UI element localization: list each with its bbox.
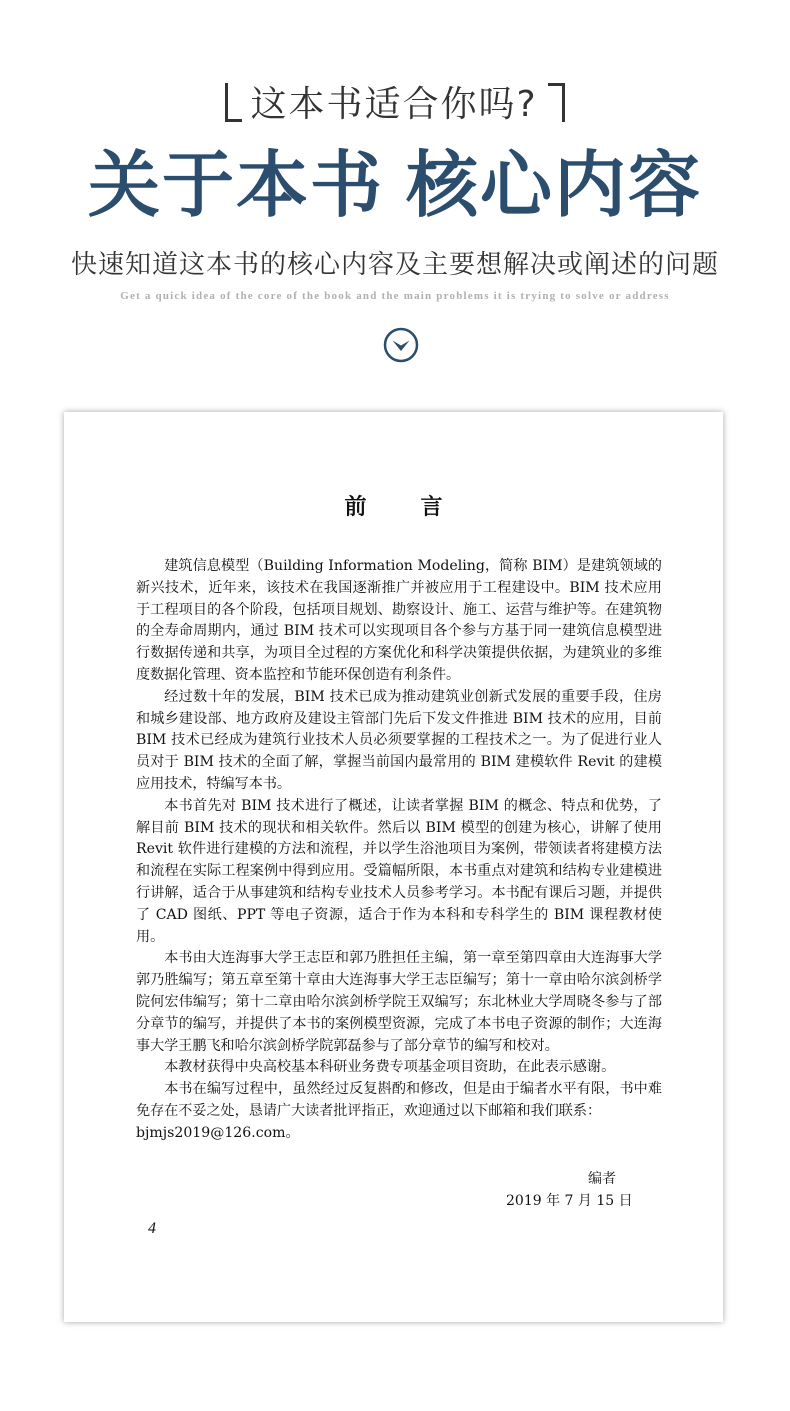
paragraph: 本书由大连海事大学王志臣和郭乃胜担任主编，第一章至第四章由大连海事大学郭乃胜编写；第五章至第十章由大连海事大学王志臣编写；第十一章由哈尔滨剑桥学院何宏伟编写；第十二章由哈尔滨剑桥学院王双编写；东北林业大学周晓冬参与了部分章节的编写，并提供了本书的案例模型资源，完成了本书电子资源的制作；大连海事大学王鹏飞和哈尔滨剑桥学院郭磊参与了部分章节的编写和校对。 <box>136 950 662 1054</box>
main-title-part2: 核心内容 <box>406 142 703 227</box>
header <box>0 0 790 400</box>
preface-title-char1: 前 <box>344 495 367 520</box>
subtitle-english: Get a quick idea of the core of the book and the main problems it is trying to solve or address <box>120 290 670 302</box>
chevron-down-circle-icon[interactable] <box>383 327 419 363</box>
right-bracket-decoration <box>548 83 565 122</box>
contact-email: bjmjs2019@126.com。 <box>136 1124 300 1141</box>
preface-title-char2: 言 <box>420 495 443 520</box>
paragraph: 建筑信息模型（Building Information Modeling，简称 BIM）是建筑领域的新兴技术，近年来，该技术在我国逐渐推广并被应用于工程建设中。BIM 技术应用于工程项目的各个阶段，包括项目规划、勘察设计、施工、运营与维护等。在建筑物的全寿命周期内，通过 BIM 技术可以实现项目各个参与方基于同一建筑信息模型进行数据传递和共享，为项目全过程的方案优化和科学决策提供依据，为建筑业的多维度数据化管理、资本监控和节能环保创造有利条件。 <box>136 558 662 683</box>
paragraph: 本教材获得中央高校基本科研业务费专项基金项目资助，在此表示感谢。 <box>164 1059 616 1076</box>
signature-block <box>484 1168 644 1212</box>
page-number: 4 <box>148 1220 156 1237</box>
paragraph: 经过数十年的发展，BIM 技术已成为推动建筑业创新式发展的重要手段，住房和城乡建设部、地方政府及建设主管部门先后下发文件推进 BIM 技术的应用，目前 BIM 技术已经成为建筑行业技术人员必须要掌握的工程技术之一。为了促进行业人员对于 BIM 技术的全面了解，掌握当前国内最常用的 BIM 建模软件 Revit 的建模应用技术，特编写本书。 <box>136 688 662 792</box>
author-label: 编者 <box>588 1171 616 1187</box>
paragraph: 本书首先对 BIM 技术进行了概述，让读者掌握 BIM 的概念、特点和优势，了解目前 BIM 技术的现状和相关软件。然后以 BIM 模型的创建为核心，讲解了使用 Revit 软件进行建模的方法和流程，并以学生浴池项目为案例，带领读者将建模方法和流程在实际工程案例中得到应用。受篇幅所限，本书重点对建筑和结构专业建模进行讲解，适合于从事建筑和结构专业技术人员参考学习。本书配有课后习题，并提供了 CAD 图纸、PPT 等电子资源，适合于作为本科和专科学生的 BIM 课程教材使用。 <box>136 797 662 945</box>
subtitle: 快速知道这本书的核心内容及主要想解决或阐述的问题 <box>70 250 719 280</box>
preface-title <box>64 490 723 521</box>
tagline-text: 这本书适合你吗? <box>250 84 538 125</box>
preface-body <box>136 556 662 1145</box>
main-title-part1: 关于本书 <box>87 142 384 227</box>
tagline <box>0 76 790 128</box>
left-bracket-decoration <box>225 83 242 122</box>
paragraph: 本书在编写过程中，虽然经过反复斟酌和修改，但是由于编者水平有限，书中难免存在不妥之处，恳请广大读者批评指正，欢迎通过以下邮箱和我们联系： <box>136 1081 662 1119</box>
book-page-card <box>64 412 723 1322</box>
main-title <box>0 140 790 230</box>
date-label: 2019 年 7 月 15 日 <box>506 1193 633 1209</box>
